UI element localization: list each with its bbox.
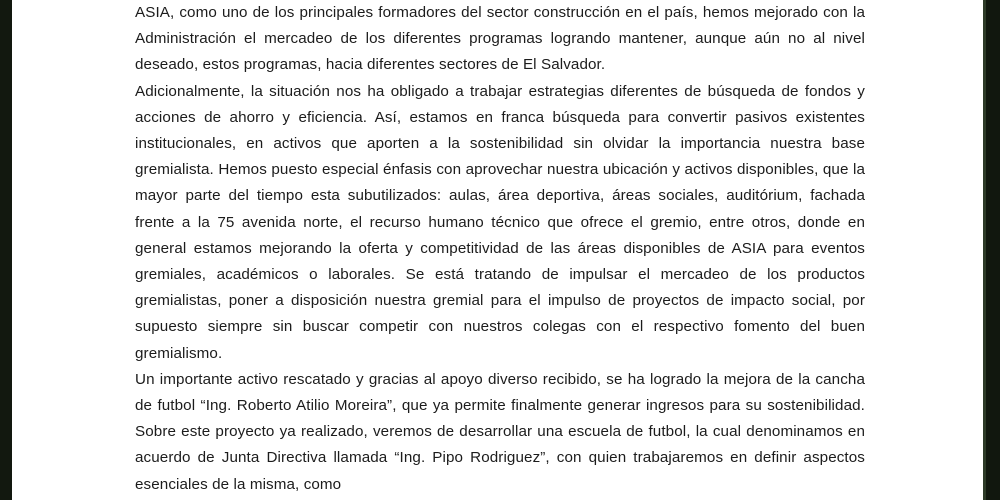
paragraph: ASIA, como uno de los principales formadores del sector construcción en el país, hemos mejorado con la Administración el mercadeo de los diferentes programas logrando mantener, aunque aún no al nivel deseado, estos programas, hacia diferentes sectores de El Salvador.	[135, 4, 865, 74]
paragraph: Un importante activo rescatado y gracias al apoyo diverso recibido, se ha logrado la mejora de la cancha de futbol “Ing. Roberto Atilio Moreira”, que ya permite finalmente generar ingresos para su sostenibilidad. Sobre este proyecto ya realizado, veremos de desarrollar una escuela de futbol, la cual denominamos en acuerdo de Junta Directiva llamada “Ing. Pipo Rodriguez”, con quien trabajaremos en definir aspectos esenciales de la misma, como	[135, 370, 865, 493]
page-left-edge-shadow	[0, 0, 12, 500]
paragraph: Adicionalmente, la situación nos ha obligado a trabajar estrategias diferentes de búsqueda de fondos y acciones de ahorro y eficiencia. Así, estamos en franca búsqueda para convertir pasivos existentes institucionales, en activos que aporten a la sostenibilidad sin olvidar la importancia nuestra base gremialista. Hemos puesto especial énfasis con aprovechar nuestra ubicación y activos disponibles, que la mayor parte del tiempo esta subutilizados: aulas, área deportiva, áreas sociales, auditórium, fachada frente a la 75 avenida norte, el recurso humano técnico que ofrece el gremio, entre otros, donde en general estamos mejorando la oferta y competitividad de las áreas disponibles de ASIA para eventos gremiales, académicos o laborales. Se está tratando de impulsar el mercadeo de los productos gremialistas, poner a disposición nuestra gremial para el impulso de proyectos de impacto social, por supuesto siempre sin buscar competir con nuestros colegas con el respectivo fomento del buen gremialismo.	[135, 82, 865, 362]
document-text-body	[135, 0, 865, 500]
page-right-edge-shadow	[986, 0, 1000, 500]
